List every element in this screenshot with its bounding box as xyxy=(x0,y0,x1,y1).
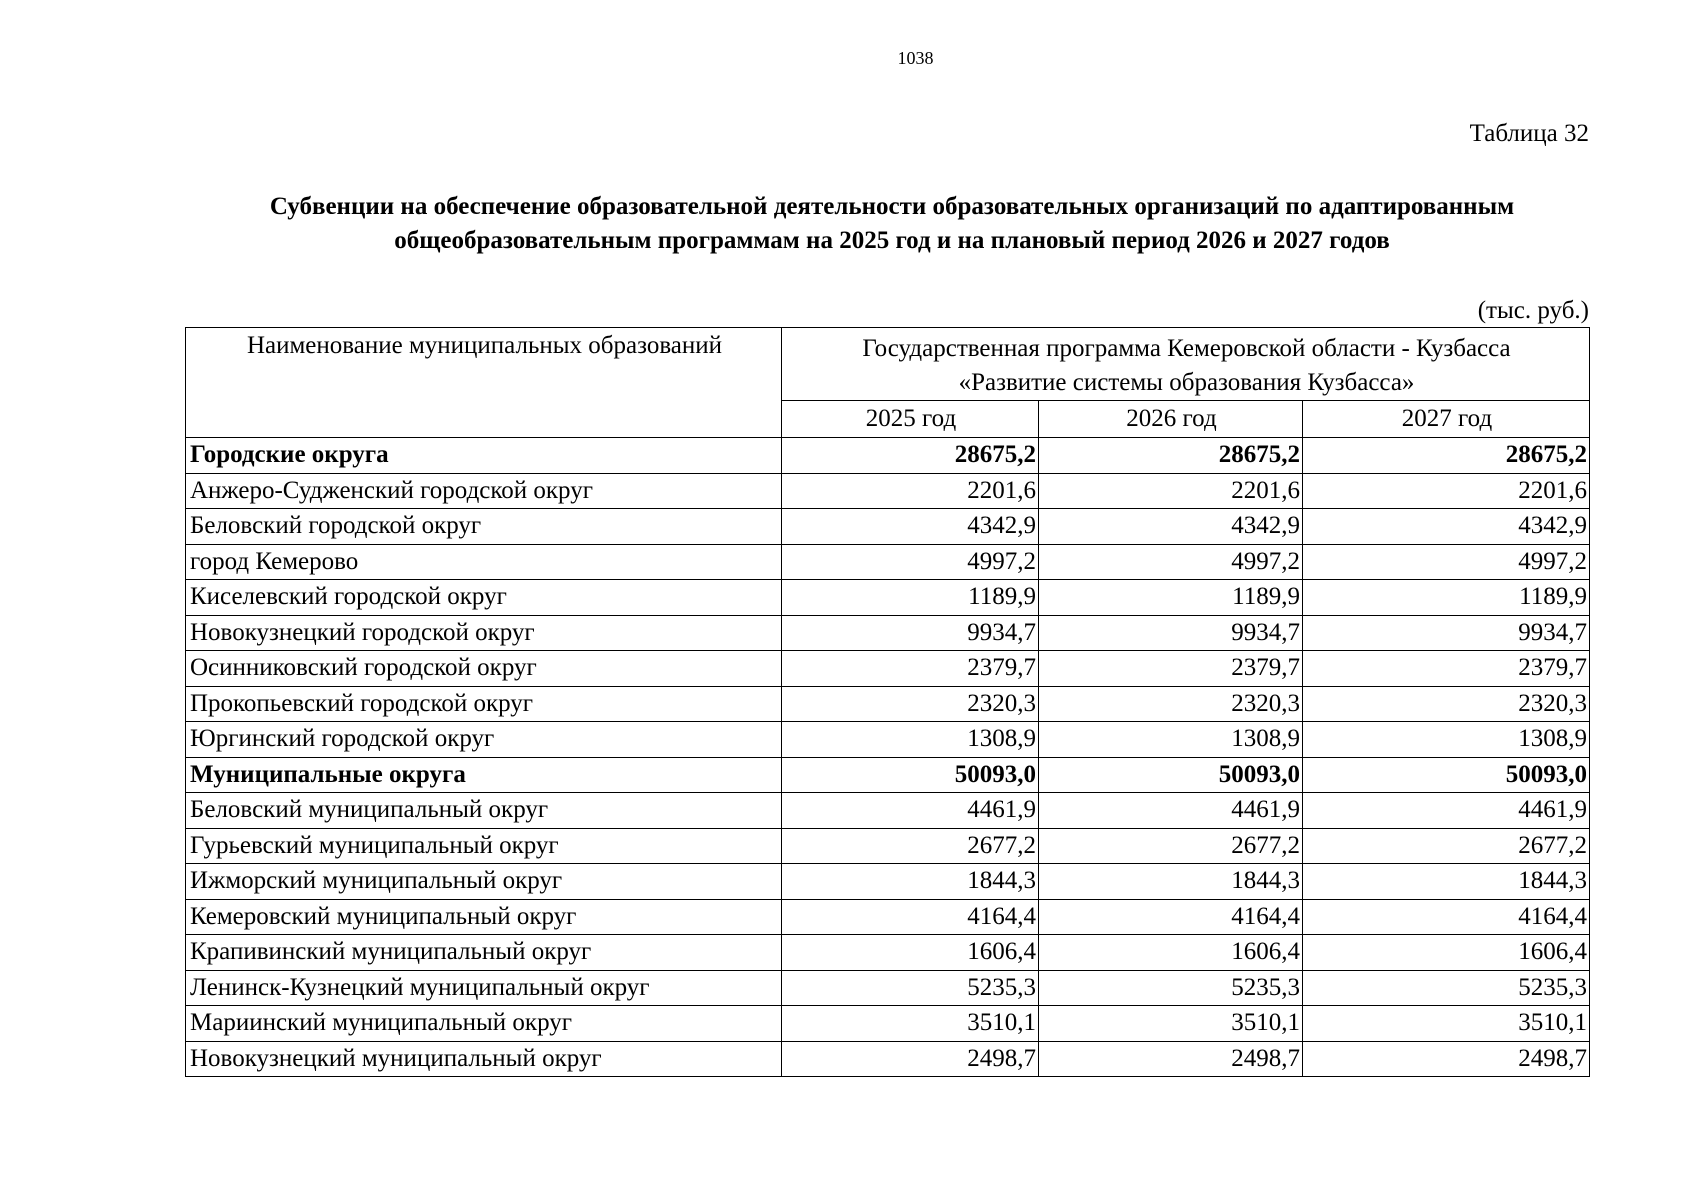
value-cell-2025: 1308,9 xyxy=(782,722,1039,758)
value-cell-2027: 4461,9 xyxy=(1303,793,1590,829)
table-row xyxy=(186,651,1590,687)
table-label: Таблица 32 xyxy=(1469,120,1589,147)
municipality-name-cell: Гурьевский муниципальный округ xyxy=(186,828,782,864)
municipality-name-cell: Анжеро-Судженский городской округ xyxy=(186,473,782,509)
value-cell-2025: 9934,7 xyxy=(782,615,1039,651)
value-cell-2027: 28675,2 xyxy=(1303,438,1590,474)
value-cell-2027: 2498,7 xyxy=(1303,1041,1590,1077)
table-row xyxy=(186,722,1590,758)
table-row xyxy=(186,615,1590,651)
value-cell-2027: 4342,9 xyxy=(1303,509,1590,545)
value-cell-2025: 2379,7 xyxy=(782,651,1039,687)
value-cell-2026: 2498,7 xyxy=(1039,1041,1303,1077)
value-cell-2025: 2201,6 xyxy=(782,473,1039,509)
table-row xyxy=(186,686,1590,722)
value-cell-2027: 4997,2 xyxy=(1303,544,1590,580)
table-row xyxy=(186,899,1590,935)
value-cell-2026: 4461,9 xyxy=(1039,793,1303,829)
header-year-2026: 2026 год xyxy=(1039,401,1303,438)
table-row xyxy=(186,544,1590,580)
value-cell-2027: 2320,3 xyxy=(1303,686,1590,722)
header-municipality-name: Наименование муниципальных образований xyxy=(186,328,782,438)
value-cell-2026: 2379,7 xyxy=(1039,651,1303,687)
value-cell-2026: 1844,3 xyxy=(1039,864,1303,900)
table-group-row xyxy=(186,438,1590,474)
value-cell-2027: 1606,4 xyxy=(1303,935,1590,971)
group-name-cell: Муниципальные округа xyxy=(186,757,782,793)
value-cell-2025: 28675,2 xyxy=(782,438,1039,474)
value-cell-2026: 2201,6 xyxy=(1039,473,1303,509)
header-program xyxy=(782,328,1590,401)
table-row xyxy=(186,935,1590,971)
value-cell-2026: 28675,2 xyxy=(1039,438,1303,474)
value-cell-2026: 1308,9 xyxy=(1039,722,1303,758)
municipality-name-cell: Кемеровский муниципальный округ xyxy=(186,899,782,935)
table-body xyxy=(186,438,1590,1077)
table-row xyxy=(186,970,1590,1006)
table-row xyxy=(186,1041,1590,1077)
municipality-name-cell: Ижморский муниципальный округ xyxy=(186,864,782,900)
value-cell-2026: 4342,9 xyxy=(1039,509,1303,545)
value-cell-2027: 1308,9 xyxy=(1303,722,1590,758)
value-cell-2026: 9934,7 xyxy=(1039,615,1303,651)
page-number: 1038 xyxy=(897,48,934,68)
municipality-name-cell: Беловский муниципальный округ xyxy=(186,793,782,829)
header-program-line-2: «Развитие системы образования Кузбасса» xyxy=(958,369,1415,396)
value-cell-2027: 4164,4 xyxy=(1303,899,1590,935)
municipality-name-cell: Новокузнецкий городской округ xyxy=(186,615,782,651)
value-cell-2027: 50093,0 xyxy=(1303,757,1590,793)
value-cell-2027: 2201,6 xyxy=(1303,473,1590,509)
value-cell-2027: 3510,1 xyxy=(1303,1006,1590,1042)
value-cell-2027: 1844,3 xyxy=(1303,864,1590,900)
value-cell-2025: 5235,3 xyxy=(782,970,1039,1006)
value-cell-2025: 1189,9 xyxy=(782,580,1039,616)
title-line-1: Субвенции на обеспечение образовательной деятельности образовательных организаций по адаптированным xyxy=(269,193,1515,220)
document-title xyxy=(185,190,1599,258)
value-cell-2026: 2320,3 xyxy=(1039,686,1303,722)
value-cell-2026: 4164,4 xyxy=(1039,899,1303,935)
value-cell-2025: 2677,2 xyxy=(782,828,1039,864)
value-cell-2025: 3510,1 xyxy=(782,1006,1039,1042)
value-cell-2025: 4164,4 xyxy=(782,899,1039,935)
value-cell-2027: 1189,9 xyxy=(1303,580,1590,616)
header-year-2025: 2025 год xyxy=(782,401,1039,438)
table-row xyxy=(186,509,1590,545)
header-program-line-1: Государственная программа Кемеровской области - Кузбасса xyxy=(862,335,1511,362)
value-cell-2025: 1606,4 xyxy=(782,935,1039,971)
units-label: (тыс. руб.) xyxy=(1477,297,1589,324)
municipality-name-cell: Ленинск-Кузнецкий муниципальный округ xyxy=(186,970,782,1006)
title-line-2: общеобразовательным программам на 2025 год и на плановый период 2026 и 2027 годов xyxy=(394,227,1390,254)
municipality-name-cell: Новокузнецкий муниципальный округ xyxy=(186,1041,782,1077)
subventions-table xyxy=(185,327,1590,1077)
municipality-name-cell: Киселевский городской округ xyxy=(186,580,782,616)
municipality-name-cell: Мариинский муниципальный округ xyxy=(186,1006,782,1042)
table-row xyxy=(186,864,1590,900)
value-cell-2027: 2677,2 xyxy=(1303,828,1590,864)
value-cell-2025: 1844,3 xyxy=(782,864,1039,900)
value-cell-2026: 4997,2 xyxy=(1039,544,1303,580)
value-cell-2026: 1606,4 xyxy=(1039,935,1303,971)
value-cell-2025: 4461,9 xyxy=(782,793,1039,829)
value-cell-2025: 4997,2 xyxy=(782,544,1039,580)
value-cell-2026: 3510,1 xyxy=(1039,1006,1303,1042)
municipality-name-cell: Беловский городской округ xyxy=(186,509,782,545)
municipality-name-cell: Юргинский городской округ xyxy=(186,722,782,758)
value-cell-2025: 2498,7 xyxy=(782,1041,1039,1077)
value-cell-2027: 2379,7 xyxy=(1303,651,1590,687)
municipality-name-cell: Осинниковский городской округ xyxy=(186,651,782,687)
municipality-name-cell: Прокопьевский городской округ xyxy=(186,686,782,722)
value-cell-2026: 1189,9 xyxy=(1039,580,1303,616)
municipality-name-cell: город Кемерово xyxy=(186,544,782,580)
table-header xyxy=(186,328,1590,438)
value-cell-2026: 2677,2 xyxy=(1039,828,1303,864)
value-cell-2027: 9934,7 xyxy=(1303,615,1590,651)
table-row xyxy=(186,473,1590,509)
value-cell-2026: 50093,0 xyxy=(1039,757,1303,793)
table-group-row xyxy=(186,757,1590,793)
table-row xyxy=(186,580,1590,616)
value-cell-2025: 50093,0 xyxy=(782,757,1039,793)
header-year-2027: 2027 год xyxy=(1303,401,1590,438)
value-cell-2027: 5235,3 xyxy=(1303,970,1590,1006)
group-name-cell: Городские округа xyxy=(186,438,782,474)
municipality-name-cell: Крапивинский муниципальный округ xyxy=(186,935,782,971)
value-cell-2026: 5235,3 xyxy=(1039,970,1303,1006)
table-row xyxy=(186,793,1590,829)
value-cell-2025: 2320,3 xyxy=(782,686,1039,722)
value-cell-2025: 4342,9 xyxy=(782,509,1039,545)
table-row xyxy=(186,828,1590,864)
table-row xyxy=(186,1006,1590,1042)
